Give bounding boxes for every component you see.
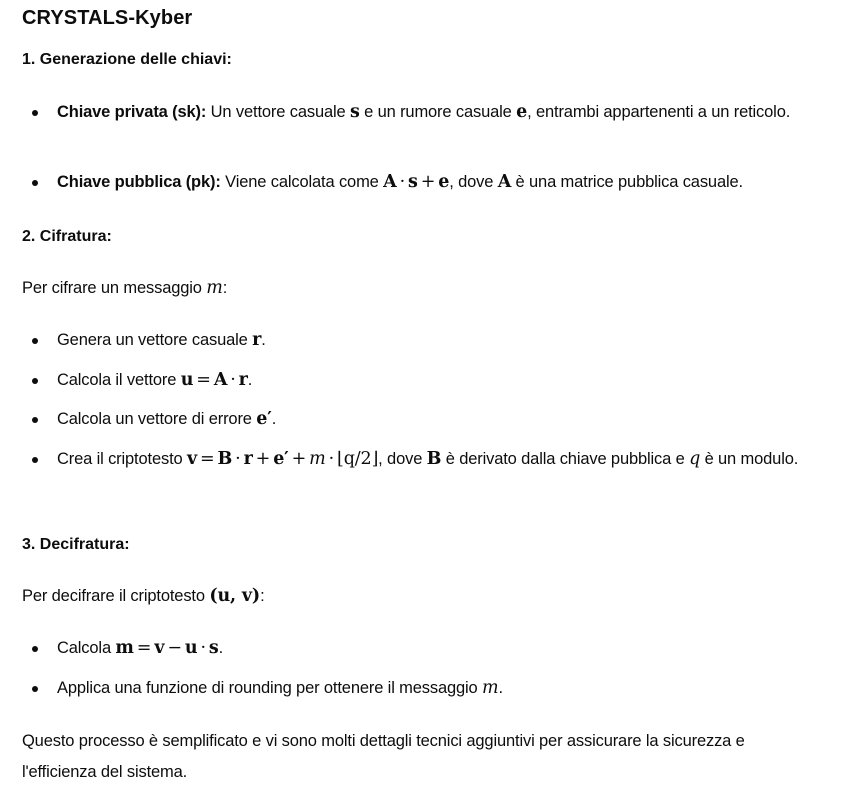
math-B: B [426,449,442,469]
text: Calcola un vettore di errore [57,410,257,428]
bullet-compute-u [57,365,817,396]
bullet-private-key [57,97,817,128]
bullet-compute-m [57,633,817,664]
math-v: v [154,638,165,658]
math-m: m [482,678,499,698]
math-A: A [213,370,228,390]
math-q: q [689,449,701,469]
text: : [222,279,228,297]
text: è una matrice pubblica casuale. [511,173,743,191]
math-op: · [200,638,206,658]
math-A: A [497,172,512,192]
math-u: u [180,370,194,390]
text: . [247,371,253,389]
text: Calcola [57,639,116,657]
bullet-dot [32,378,38,384]
math-op: · [399,172,405,192]
math-A: A [383,172,397,192]
text: e un rumore casuale [359,103,517,121]
math-e: e [516,102,528,122]
math-s: s [349,102,360,122]
text: Calcola il vettore [57,371,181,389]
text: , dove [378,450,427,468]
math-tuple-u-v: (u, v) [209,586,261,606]
math-s: s [208,638,219,658]
decrypt-intro [22,581,822,612]
bullet-dot [32,110,38,116]
math-m: m [206,278,223,298]
conclusion-paragraph: Questo processo è semplificato e vi sono molti dettagli tecnici aggiuntivi per assicurare la sicurezza e l'efficienza del sistema. [22,732,745,781]
text: Applica una funzione di rounding per ottenere il messaggio [57,679,483,697]
bullet-dot [32,338,38,344]
math-s: s [408,172,418,192]
public-key-label: Chiave pubblica (pk): [57,173,221,191]
text: . [261,331,266,349]
bullet-dot [32,417,38,423]
text: Per decifrare il criptotesto [22,587,210,605]
math-op: = [196,370,211,390]
math-op: · [328,449,335,469]
bullet-error-vector [57,404,817,435]
text: : [260,587,265,605]
math-e-prime: e′ [256,409,272,429]
step-encrypt-heading: 2. Cifratura: [22,228,112,245]
text: . [218,639,223,657]
math-op: + [255,449,271,469]
math-op: − [167,638,182,658]
encrypt-intro [22,273,822,304]
math-r: r [238,370,248,390]
step-keygen-heading: 1. Generazione delle chiavi: [22,51,232,68]
text: è derivato dalla chiave pubblica e [441,450,690,468]
math-op: = [200,449,215,469]
text: , entrambi appartenenti a un reticolo. [527,103,791,121]
text: . [498,679,503,697]
math-op: · [230,370,236,390]
math-r: r [243,449,253,469]
step-decrypt-heading: 3. Decifratura: [22,536,130,553]
math-op: · [235,449,241,469]
text: è un modulo. [700,450,799,468]
math-op: = [136,638,152,658]
bullet-dot [32,646,38,652]
document-title: CRYSTALS-Kyber [22,7,193,29]
math-v: v [186,449,197,469]
bullet-dot [32,457,38,463]
text: Per cifrare un messaggio [22,279,207,297]
math-op: + [420,172,436,192]
math-e-prime: e′ [273,449,289,469]
math-floor-q-half: ⌊q/2⌋ [337,449,379,469]
private-key-label: Chiave privata (sk): [57,103,207,121]
bullet-dot [32,686,38,692]
math-B: B [217,449,233,469]
bullet-ciphertext [57,444,817,475]
text: Un vettore casuale [206,103,350,121]
text: Viene calcolata come [220,173,384,191]
bullet-random-vector [57,325,817,356]
math-u: u [184,638,198,658]
math-m: m [115,638,134,658]
math-r: r [252,330,262,350]
math-op: + [291,449,307,469]
math-e: e [438,172,450,192]
math-m: m [309,449,326,469]
bullet-public-key [57,167,817,198]
text: . [271,410,277,428]
text: , dove [449,173,498,191]
text: Crea il criptotesto [57,450,187,468]
bullet-dot [32,180,38,186]
text: Genera un vettore casuale [57,331,253,349]
bullet-rounding [57,673,817,704]
